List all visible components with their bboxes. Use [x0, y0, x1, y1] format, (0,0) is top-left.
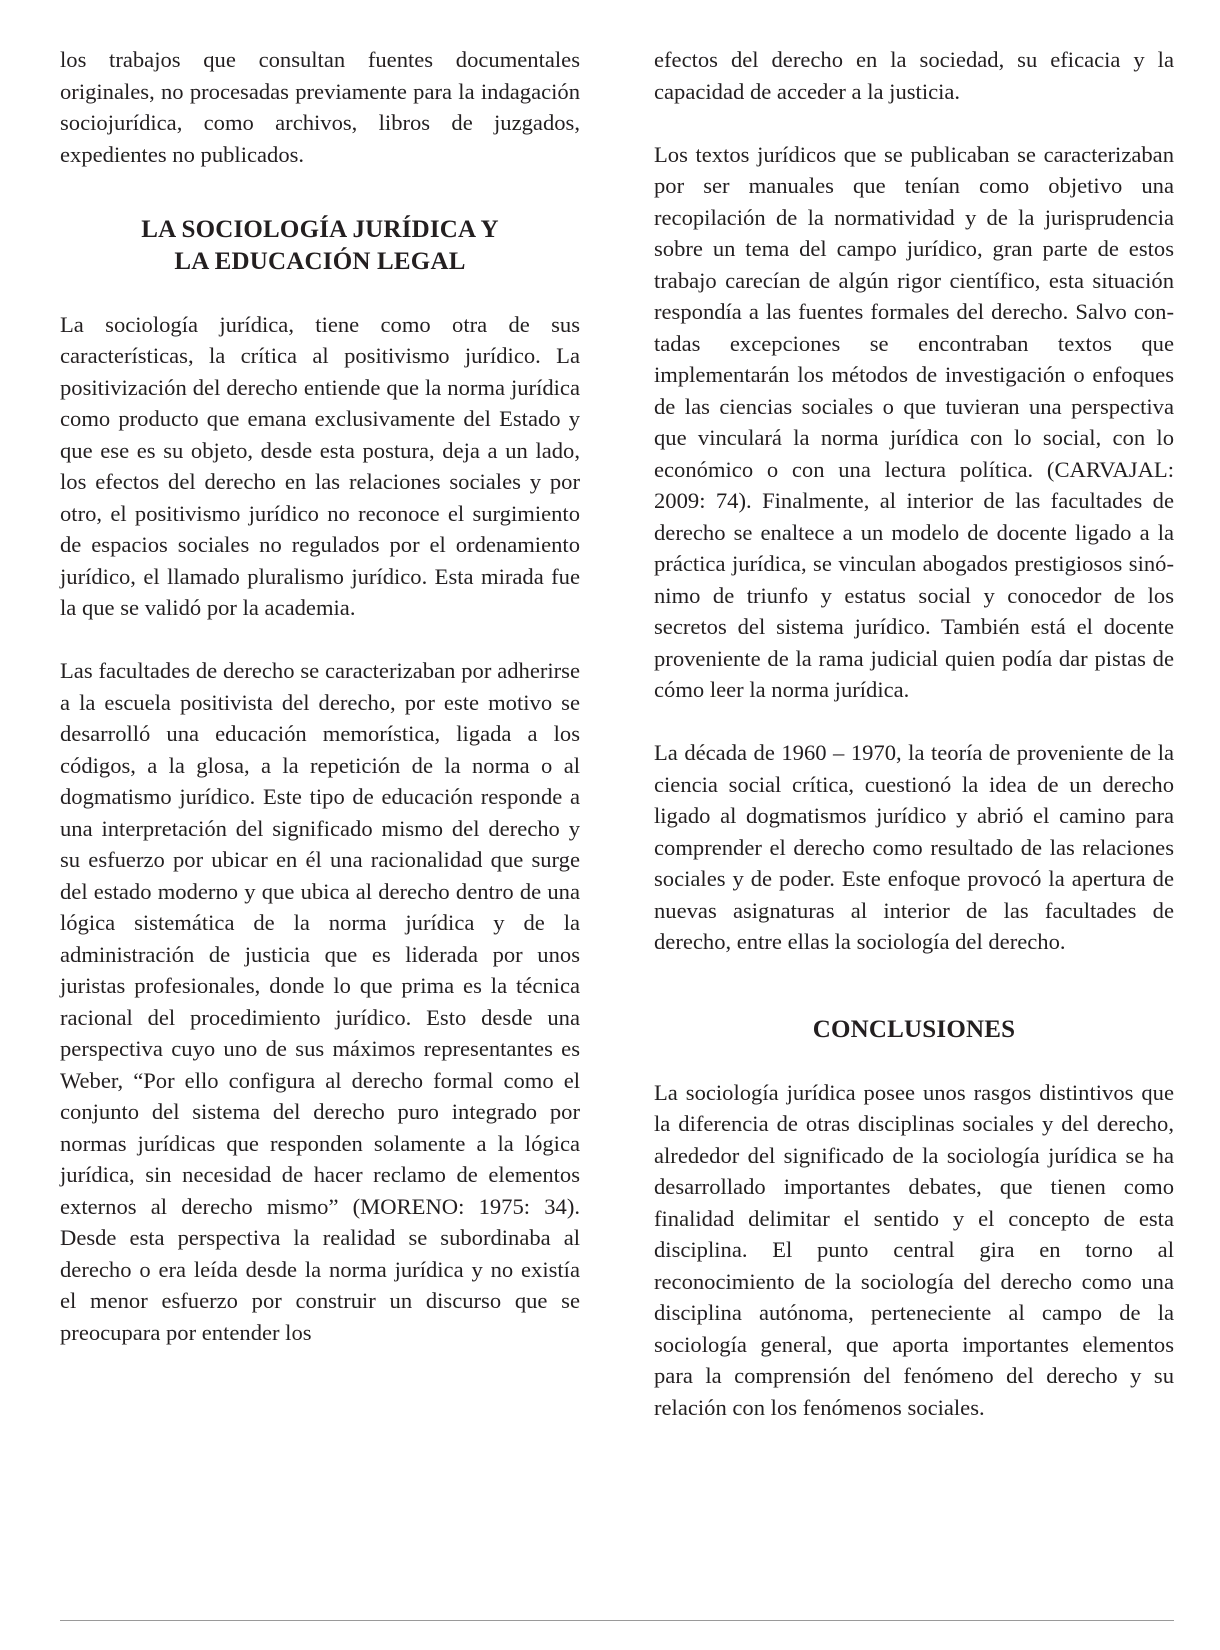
- paragraph-conclusiones: La sociología jurídica posee unos rasgos distintivos que la diferencia de otras disciplinas sociales y del derecho, alrededor del significado de la sociología jurídica se ha desarrollado importantes debates, que tienen como finalidad delimitar el sentido y el concepto de esta disciplina. El punto central gira en torno al reconocimiento de la sociología del derecho como una disciplina autónoma, perteneciente al campo de la sociología general, que aporta importantes elementos para la comprensión del fenómeno del derecho y su relación con los fenómenos sociales.: [654, 1079, 1174, 1420]
- footer-divider: [60, 1620, 1174, 1621]
- paragraph-textos-juridicos: Los textos jurídicos que se publicaban se caracterizaban por ser manuales que tenían como objetivo una recopilación de la normatividad y de la jurisprudencia sobre un tema del campo jurídico, gran parte de estos trabajo carecían de algún rigor científico, esta situación respondía a las fuentes formales del derecho. Salvo contadas excepciones se encontraban textos que implementarán los métodos de investigación o enfoques de las ciencias sociales o que tuvieran una perspectiva que vinculará la norma jurídica con lo social, con lo económico o con una lectura política. (CARVAJAL: 2009: 74). Finalmente, al interior de las facultades de derecho se enaltece a un modelo de docente ligado a la práctica jurídica, se vinculan abogados prestigiosos sinónimo de triunfo y estatus social y conocedor de los secretos del sistema jurídico. También está el docente proveniente de la rama judicial quien podía dar pistas de cómo leer la norma jurídica.: [654, 141, 1174, 702]
- paragraph-critica-positivismo: La sociología jurídica, tiene como otra de sus características, la crítica al positivismo jurídico. La positivización del derecho entiende que la norma jurídica como producto que emana exclusivamente del Estado y que ese es su objeto, desde esta postura, deja a un lado, los efectos del derecho en las relaciones sociales y por otro, el positivismo jurídico no reconoce el surgimiento de espacios sociales no regulados por el ordenamiento jurídico, el llamado pluralismo jurídico. Esta mirada fue la que se validó por la academia.: [60, 311, 580, 620]
- paragraph-efectos-derecho: efectos del derecho en la sociedad, su eficacia y la capacidad de acceder a la justicia.: [654, 47, 1174, 104]
- right-column: [654, 44, 1174, 1423]
- paragraph-decada-1960: La década de 1960 – 1970, la teoría de proveniente de la ciencia social crítica, cuestionó la idea de un derecho ligado al dogmatismos jurídico y abrió el camino para comprender el derecho como resultado de las relaciones sociales y de poder. Este enfoque provocó la apertura de nuevas asignaturas al interior de las facultades de derecho, entre ellas la sociología del derecho.: [654, 740, 1174, 954]
- section-heading-line-2: LA EDUCACIÓN LEGAL: [174, 247, 466, 275]
- section-heading-sociologia-educacion: [60, 214, 580, 277]
- section-heading-conclusiones: CONCLUSIONES: [812, 1015, 1016, 1043]
- section-heading-line-1: LA SOCIOLOGÍA JURÍDICA Y: [141, 216, 499, 243]
- left-column: [60, 44, 580, 1348]
- paragraph-fuentes-documentales: los trabajos que consultan fuentes documentales originales, no procesadas previamente para la indagación sociojurídica, como archivos, libros de juzgados, expedientes no publicados.: [60, 47, 580, 167]
- paragraph-facultades-derecho: Las facultades de derecho se caracterizaban por adherirse a la escuela positivista del derecho, por este motivo se desarrolló una educación memorística, ligada a los códigos, a la glosa, a la repetición de la norma o al dogmatismo jurídico. Este tipo de educación responde a una interpretación del significado mismo del derecho y su esfuerzo por ubicar en él una racionalidad que surge del estado moderno y que ubica al derecho dentro de una lógica sistemática de la norma jurídica y de la administración de justicia que es liderada por unos juristas profesionales, donde lo que prima es la técnica racional del procedimiento jurídico. Esto desde una perspectiva cuyo uno de sus máximos representantes es Weber, “Por ello configura al derecho formal como el conjunto del sistema del derecho puro integrado por normas jurídicas que responden solamente a la lógica jurídica, sin necesidad de hacer reclamo de elementos externos al derecho mismo” (MORENO: 1975: 34). Desde esta perspectiva la realidad se subordinaba al derecho o era leída desde la norma jurídica y no existía el menor esfuerzo por construir un discurso que se preocupara por entender los: [60, 658, 580, 1345]
